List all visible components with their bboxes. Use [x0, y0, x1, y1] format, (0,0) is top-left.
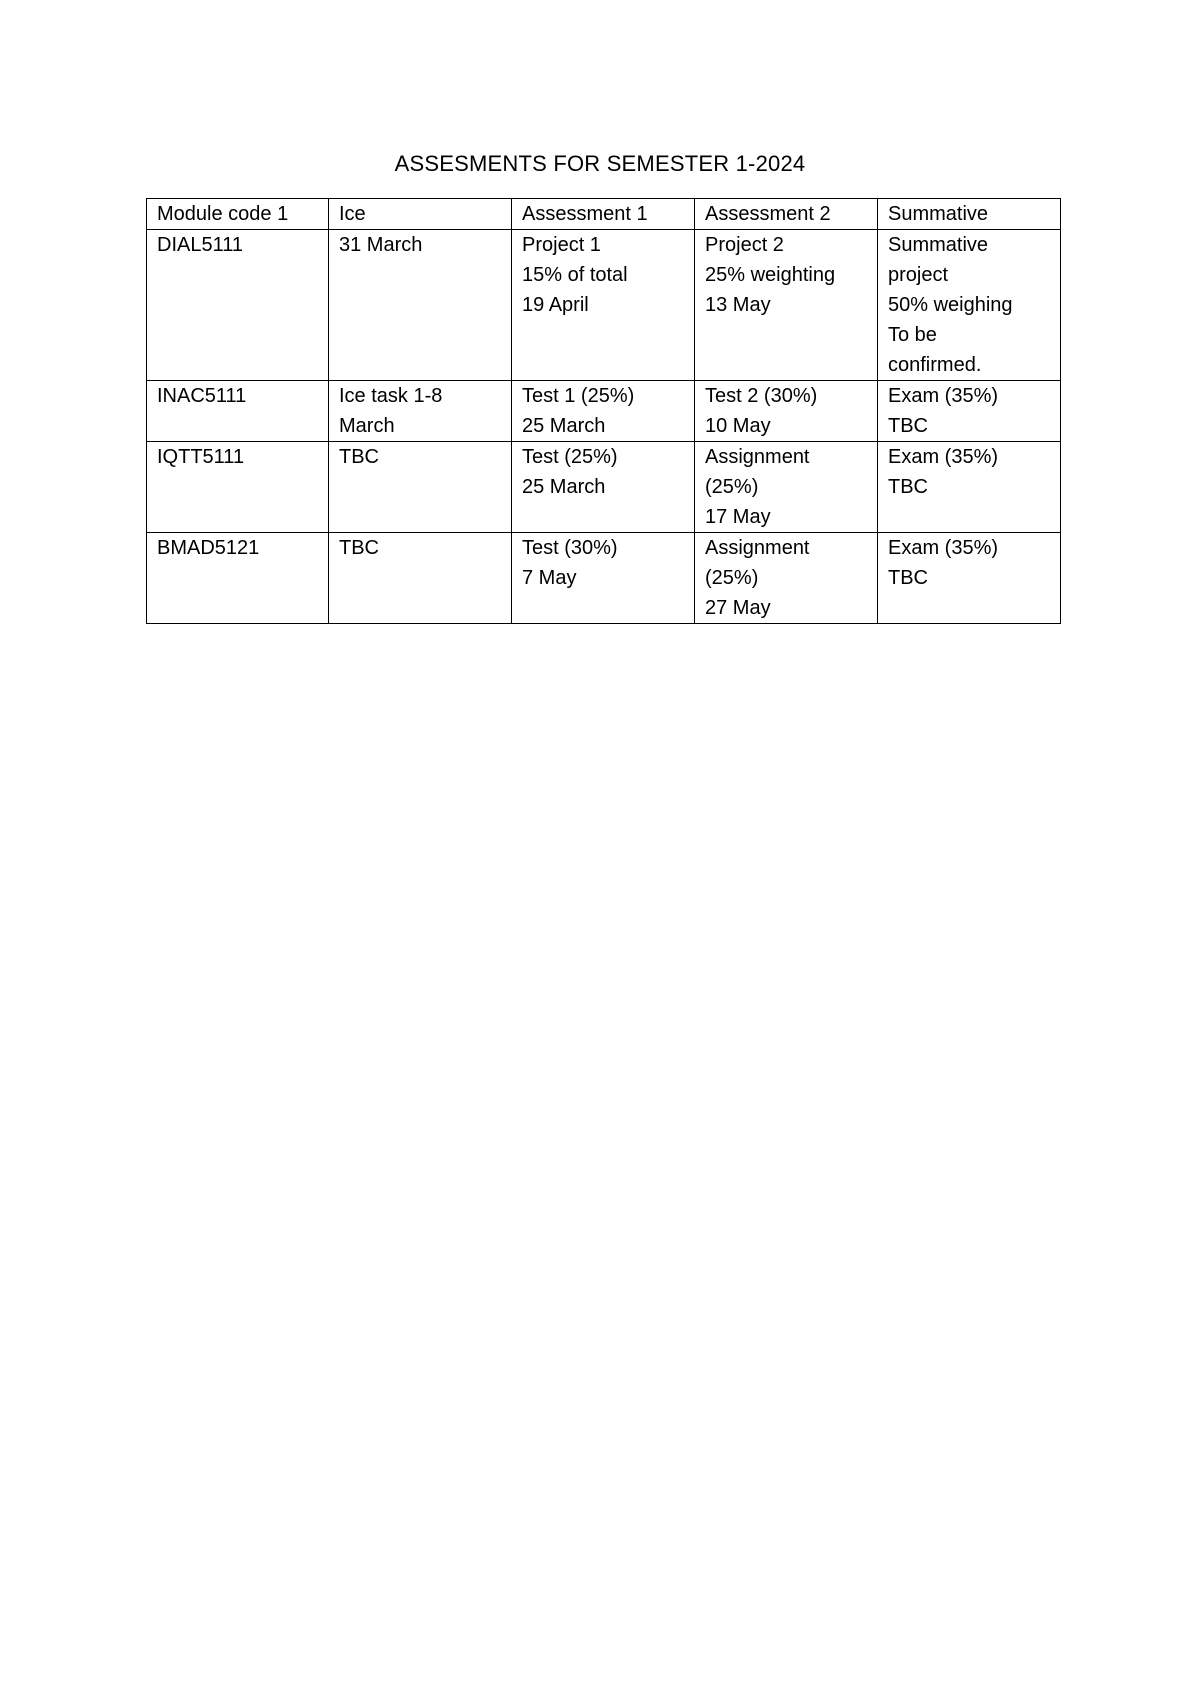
cell-assessment-2 [695, 533, 878, 624]
cell-line: project [888, 264, 949, 286]
cell-assessment-2 [695, 230, 878, 381]
cell-line: 25 March [522, 476, 606, 498]
table-row [147, 381, 1061, 442]
cell-line: TBC [339, 446, 379, 468]
table-row [147, 533, 1061, 624]
table-row [147, 442, 1061, 533]
cell-assessment-1 [512, 381, 695, 442]
cell-module-code [147, 381, 329, 442]
cell-line: IQTT5111 [157, 446, 245, 468]
cell-ice [329, 442, 512, 533]
cell-module-code [147, 442, 329, 533]
cell-assessment-2 [695, 442, 878, 533]
cell-line: Test (30%) [522, 537, 618, 559]
cell-line: TBC [888, 567, 928, 589]
header-assessment-2: Assessment 2 [695, 199, 878, 230]
cell-line: BMAD5121 [157, 537, 260, 559]
cell-line: Assignment [705, 537, 810, 559]
cell-assessment-1 [512, 442, 695, 533]
cell-line: Exam (35%) [888, 385, 999, 407]
header-summative: Summative [878, 199, 1061, 230]
table-row [147, 230, 1061, 381]
header-ice: Ice [329, 199, 512, 230]
table-header-row [147, 199, 1061, 230]
cell-line: 25 March [522, 415, 606, 437]
cell-line: 31 March [339, 234, 423, 256]
cell-assessment-2 [695, 381, 878, 442]
cell-line: Test (25%) [522, 446, 618, 468]
cell-ice [329, 230, 512, 381]
cell-summative [878, 230, 1061, 381]
cell-line: Project 1 [522, 234, 601, 256]
cell-assessment-1 [512, 533, 695, 624]
cell-line: TBC [339, 537, 379, 559]
cell-line: Assignment [705, 446, 810, 468]
cell-line: (25%) [705, 567, 759, 589]
cell-summative [878, 533, 1061, 624]
cell-line: 27 May [705, 597, 771, 619]
cell-line: Ice task 1-8 [339, 385, 443, 407]
assessment-table [146, 198, 1061, 624]
cell-line: Project 2 [705, 234, 784, 256]
cell-line: 19 April [522, 294, 589, 316]
page-title: ASSESMENTS FOR SEMESTER 1-2024 [394, 151, 806, 176]
cell-line: confirmed. [888, 354, 982, 376]
cell-line: March [339, 415, 395, 437]
cell-line: 17 May [705, 506, 771, 528]
cell-line: TBC [888, 415, 928, 437]
cell-line: (25%) [705, 476, 759, 498]
cell-line: 50% weighing [888, 294, 1013, 316]
cell-line: To be [888, 324, 937, 346]
cell-line: 15% of total [522, 264, 628, 286]
header-module-code: Module code 1 [147, 199, 329, 230]
cell-module-code [147, 533, 329, 624]
cell-line: 25% weighting [705, 264, 836, 286]
cell-summative [878, 442, 1061, 533]
cell-line: 7 May [522, 567, 577, 589]
cell-summative [878, 381, 1061, 442]
cell-line: TBC [888, 476, 928, 498]
cell-line: Test 2 (30%) [705, 385, 818, 407]
cell-assessment-1 [512, 230, 695, 381]
cell-line: Summative [888, 234, 989, 256]
cell-line: Exam (35%) [888, 446, 999, 468]
cell-line: DIAL5111 [157, 234, 243, 256]
cell-line: 13 May [705, 294, 771, 316]
cell-line: INAC5111 [157, 385, 247, 407]
cell-ice [329, 533, 512, 624]
cell-module-code [147, 230, 329, 381]
cell-line: Test 1 (25%) [522, 385, 635, 407]
header-assessment-1: Assessment 1 [512, 199, 695, 230]
cell-ice [329, 381, 512, 442]
cell-line: 10 May [705, 415, 771, 437]
cell-line: Exam (35%) [888, 537, 999, 559]
